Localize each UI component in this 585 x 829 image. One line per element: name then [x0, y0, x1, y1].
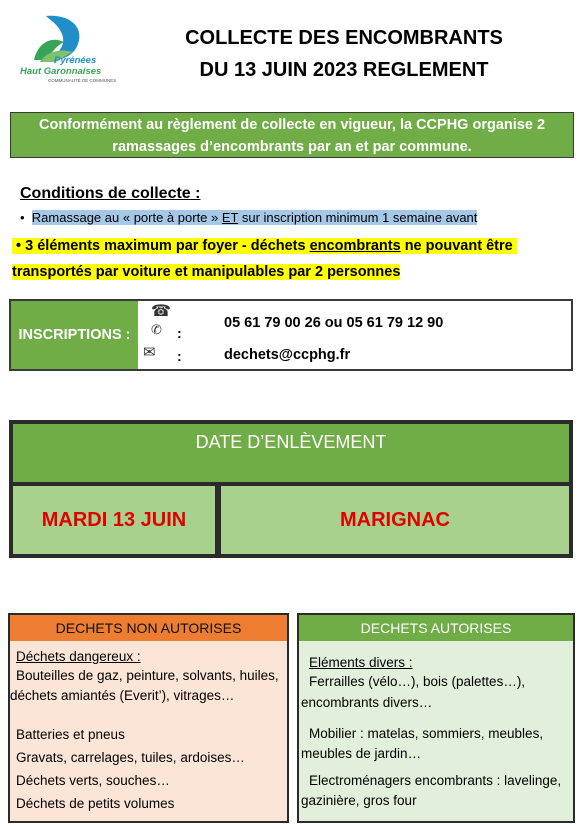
intro-text: Conformément au règlement de collecte en vigueur, la CCPHG organise 2 ramassages d’encombrants par an et par commune.	[38, 117, 546, 155]
phone-number: 05 61 79 00 26 ou 05 61 79 12 90	[224, 315, 444, 331]
email-address[interactable]: dechets@ccphg.fr	[224, 347, 351, 363]
conditions-line-1-highlight	[32, 210, 478, 225]
non-authorized-line-4: Gravats, carrelages, tuiles, ardoises…	[16, 750, 245, 765]
conditions-line-1-a: Ramassage au « porte à porte »	[31, 210, 222, 225]
conditions-line-3: transportés par voiture et manipulables par 2 personnes	[12, 264, 401, 280]
non-authorized-line-1: Bouteilles de gaz, peinture, solvants, huiles,	[16, 668, 279, 683]
inscriptions-label: INSCRIPTIONS :	[11, 301, 138, 369]
intro-banner	[10, 112, 574, 158]
conditions-title: Conditions de collecte :	[20, 185, 201, 202]
inscriptions-box	[9, 299, 573, 371]
logo-line-1: Pyrénées	[54, 55, 97, 66]
authorized-line-2: encombrants divers…	[301, 695, 433, 710]
date-day: MARDI 13 JUIN	[13, 486, 215, 554]
authorized-line-4: meubles de jardin…	[301, 746, 422, 761]
conditions-line-2	[12, 233, 576, 285]
non-authorized-line-3: Batteries et pneus	[16, 727, 125, 742]
title-line-1: COLLECTE DES ENCOMBRANTS	[185, 27, 503, 49]
non-authorized-header: DECHETS NON AUTORISES	[10, 615, 287, 641]
conditions-line-1-b: sur inscription minimum 1 semaine avant	[238, 210, 478, 225]
email-colon: :	[177, 348, 182, 364]
telephone-icon: ☎	[151, 303, 171, 320]
non-authorized-column	[8, 613, 289, 823]
phone-colon: :	[177, 325, 182, 341]
logo-line-3: COMMUNAUTÉ DE COMMUNES	[48, 78, 117, 83]
date-place: MARIGNAC	[221, 486, 569, 554]
conditions-line-2-u: encombrants	[309, 238, 401, 254]
non-authorized-line-5: Déchets verts, souches…	[16, 773, 170, 788]
authorized-title: Eléments divers :	[309, 655, 413, 670]
conditions-line-1	[20, 210, 477, 225]
page-title	[150, 22, 538, 86]
authorized-line-5: Electroménagers encombrants : lavelinge,	[309, 773, 562, 788]
date-table	[9, 420, 573, 558]
authorized-line-3: Mobilier : matelas, sommiers, meubles,	[309, 726, 544, 741]
logo-line-2: Haut Garonnaises	[20, 66, 102, 77]
conditions-line-1-et: ET	[221, 210, 239, 225]
ccphg-logo	[16, 12, 116, 86]
fax-icon: ✆	[151, 322, 162, 337]
title-line-2: DU 13 JUIN 2023 REGLEMENT	[199, 59, 489, 81]
conditions-line-2-a: • 3 éléments maximum par foyer - déchets	[16, 238, 310, 254]
conditions-line-2-b: ne pouvant être	[400, 238, 513, 254]
non-authorized-line-2: déchets amiantés (Everit’), vitrages…	[10, 688, 235, 703]
authorized-line-1: Ferrailles (vélo…), bois (palettes…),	[309, 674, 526, 689]
authorized-line-6: gazinière, gros four	[301, 793, 417, 808]
authorized-column	[297, 613, 575, 823]
conditions-line-2-highlight	[12, 238, 517, 254]
non-authorized-line-6: Déchets de petits volumes	[16, 796, 175, 811]
non-authorized-title: Déchets dangereux :	[16, 649, 141, 664]
conditions-bullet: •	[20, 210, 25, 225]
authorized-header: DECHETS AUTORISES	[299, 615, 573, 641]
envelope-icon: ✉	[143, 344, 156, 361]
date-header: DATE D’ENLÈVEMENT	[13, 424, 569, 482]
